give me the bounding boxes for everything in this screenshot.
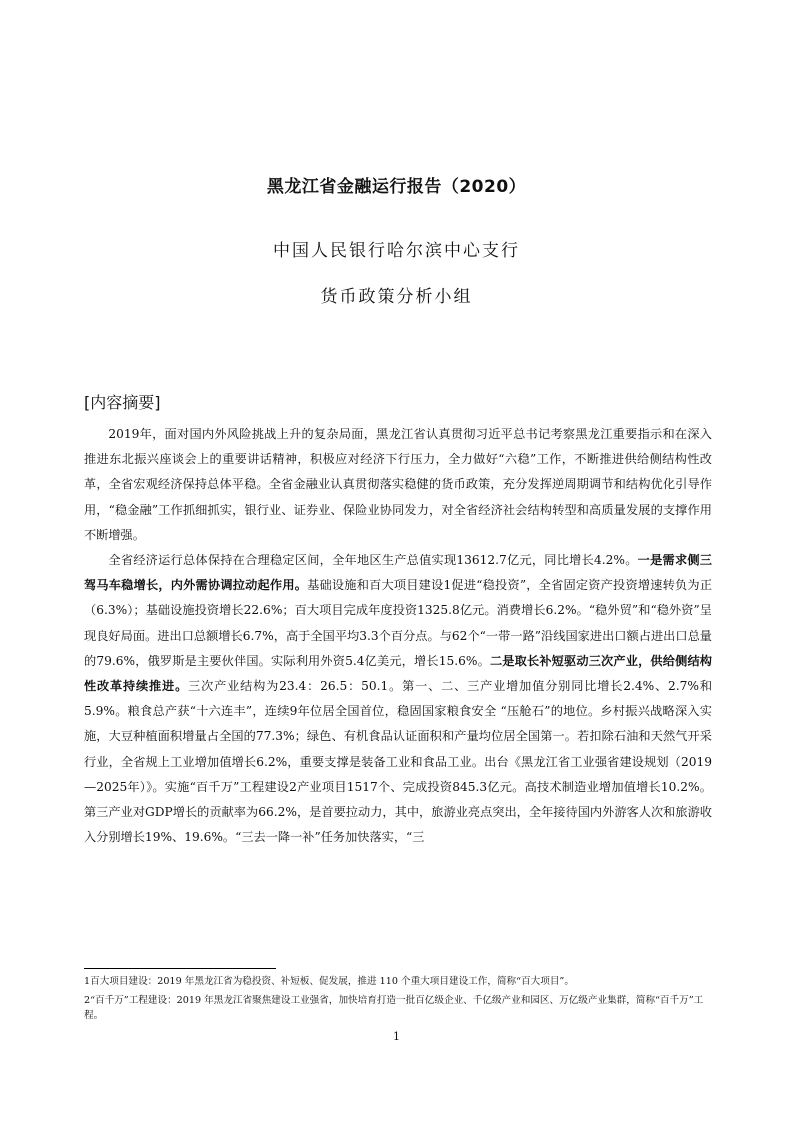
text-run: 基础设施和百大项目建设1促进“稳投资”，全省固定资产投资增速转负为正（6.3%）；基础设施投资增长22.6%；百大项目完成年度投资1325.8亿元。消费增长6.2%。“稳外贸”和“稳外资”呈现良好局面。进出口总额增长6.7%，高于全国平均3.3个百分点。与62个“一带一路”沿线国家进出口额占进出口总量的79.6%，俄罗斯是主要伙伴国。实际利用外资5.4亿美元，增长15.6%。 — [84, 578, 713, 668]
text-run: 三次产业结构为23.4：26.5：50.1。第一、二、三产业增加值分别同比增长2.4%、2.7%和5.9%。粮食总产获“十六连丰”，连续9年位居全国首位，稳固国家粮食安全 “压舱石”的地位。乡村振兴战略深入实施，大豆种植面积增量占全国的77.3%；绿色、有机食品认证面积和产量均位居全国第一。若扣除石油和天然气开采行业，全省规上工业增加值增长6.2%，重要支撑是装备工业和食品工业。出台《黑龙江省工业强省建设规划（2019—2025年）》。实施“百千万”工程建设2产业项目1517个、完成投资845.3亿元。高技术制造业增加值增长10.2%。第三产业对GDP增长的贡献率为66.2%，是首要拉动力，其中，旅游业亮点突出，全年接待国内外游客人次和旅游收入分别增长19%、19.6%。“三去一降一补”任务加快落实，“三 — [84, 679, 713, 845]
page-number: 1 — [393, 1030, 400, 1043]
bold-heading: 二是取长补短驱动三次产业，供给侧结构性改革持续推进。 — [84, 653, 712, 694]
footnote-1: 1百大项目建设：2019 年黑龙江省为稳投资、补短板、促发展，推进 110 个重大项目建设工作，简称“百大项目”。 — [84, 976, 574, 987]
page-title: 黑龙江省金融运行报告（2020） — [266, 177, 527, 197]
section-heading: [内容摘要] — [84, 393, 161, 412]
footnote-divider — [84, 968, 276, 969]
org-group: 货币政策分析小组 — [320, 287, 473, 307]
org-name: 中国人民银行哈尔滨中心支行 — [273, 241, 520, 261]
paragraph: 2019年，面对国内外风险挑战上升的复杂局面，黑龙江省认真贯彻习近平总书记考察黑龙江重要指示和在深入推进东北振兴座谈会上的重要讲话精神，积极应对经济下行压力，全力做好“六稳”工作，不断推进供给侧结构性改革，全省宏观经济保持总体平稳。全省金融业认真贯彻落实稳健的货币政策，充分发挥逆周期调节和结构优化引导作用，“稳金融”工作抓细抓实，银行业、证券业、保险业协同发力，对全省经济社会结构转型和高质量发展的支撑作用不断增强。 — [84, 427, 712, 542]
paragraph — [84, 548, 712, 850]
footnote-2: 2“百千万”工程建设：2019 年黑龙江省聚焦建设工业强省，加快培育打造一批百亿级企业、千亿级产业和园区、万亿级产业集群，简称“百千万”工程。 — [84, 995, 704, 1021]
abstract-body — [84, 422, 712, 850]
bold-heading: 一是需求侧三驾马车稳增长，内外需协调拉动起作用。 — [84, 553, 712, 593]
text-run: 全省经济运行总体保持在合理稳定区间，全年地区生产总值实现13612.7亿元，同比增长4.2%。 — [108, 553, 638, 568]
